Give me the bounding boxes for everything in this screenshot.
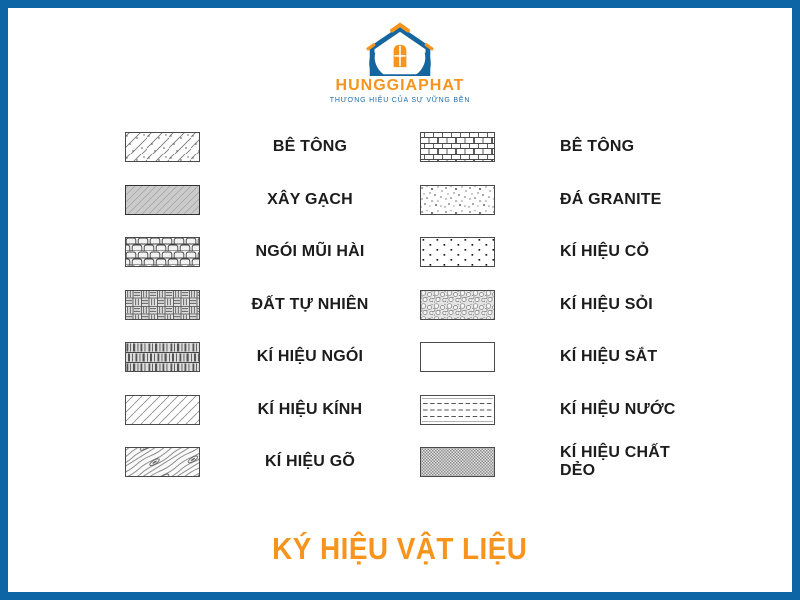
soil-basketweave-swatch <box>125 290 200 320</box>
grass-dots-swatch <box>420 237 495 267</box>
steel-plain-swatch <box>420 342 495 372</box>
brand-name: HUNGGIAPHAT <box>335 77 465 94</box>
material-label: KÍ HIỆU SẮT <box>560 348 658 366</box>
material-label: KÍ HIỆU CHẤT DẺO <box>560 444 670 480</box>
granite-speckle-swatch <box>420 185 495 215</box>
plastic-checker-swatch <box>420 447 495 477</box>
page-title-text: KÝ HIỆU VẬT LIỆU <box>272 531 528 566</box>
page-title <box>0 531 800 567</box>
water-dashes-swatch <box>420 395 495 425</box>
concrete-hatch-swatch <box>125 132 200 162</box>
material-label: XÂY GẠCH <box>267 190 353 208</box>
material-label: BÊ TÔNG <box>272 138 348 156</box>
wood-grain-swatch <box>125 447 200 477</box>
fish-scale-tile-swatch <box>125 237 200 267</box>
brick-wall-swatch <box>420 132 495 162</box>
material-label: KÍ HIỆU NGÓI <box>256 348 364 366</box>
logo <box>0 18 800 104</box>
material-label: KÍ HIỆU KÍNH <box>257 400 363 418</box>
brand-tagline: THƯƠNG HIỆU CỦA SỰ VỮNG BỀN <box>329 97 471 104</box>
material-legend <box>125 121 705 489</box>
material-label: NGÓI MŨI HÀI <box>255 243 365 261</box>
material-label: BÊ TÔNG <box>560 138 635 156</box>
gravel-pebbles-swatch <box>420 290 495 320</box>
material-label: KÍ HIỆU GÕ <box>264 453 355 471</box>
house-in-hands-icon <box>352 18 448 76</box>
material-label: KÍ HIỆU NƯỚC <box>560 400 676 418</box>
glass-diagonal-swatch <box>125 395 200 425</box>
roof-tile-bars-swatch <box>125 342 200 372</box>
masonry-fine-hatch-swatch <box>125 185 200 215</box>
material-label: ĐẤT TỰ NHIÊN <box>251 295 369 313</box>
material-label: KÍ HIỆU SỎI <box>560 295 653 313</box>
material-label: KÍ HIỆU CỎ <box>560 243 650 261</box>
material-label: ĐÁ GRANITE <box>560 190 662 208</box>
